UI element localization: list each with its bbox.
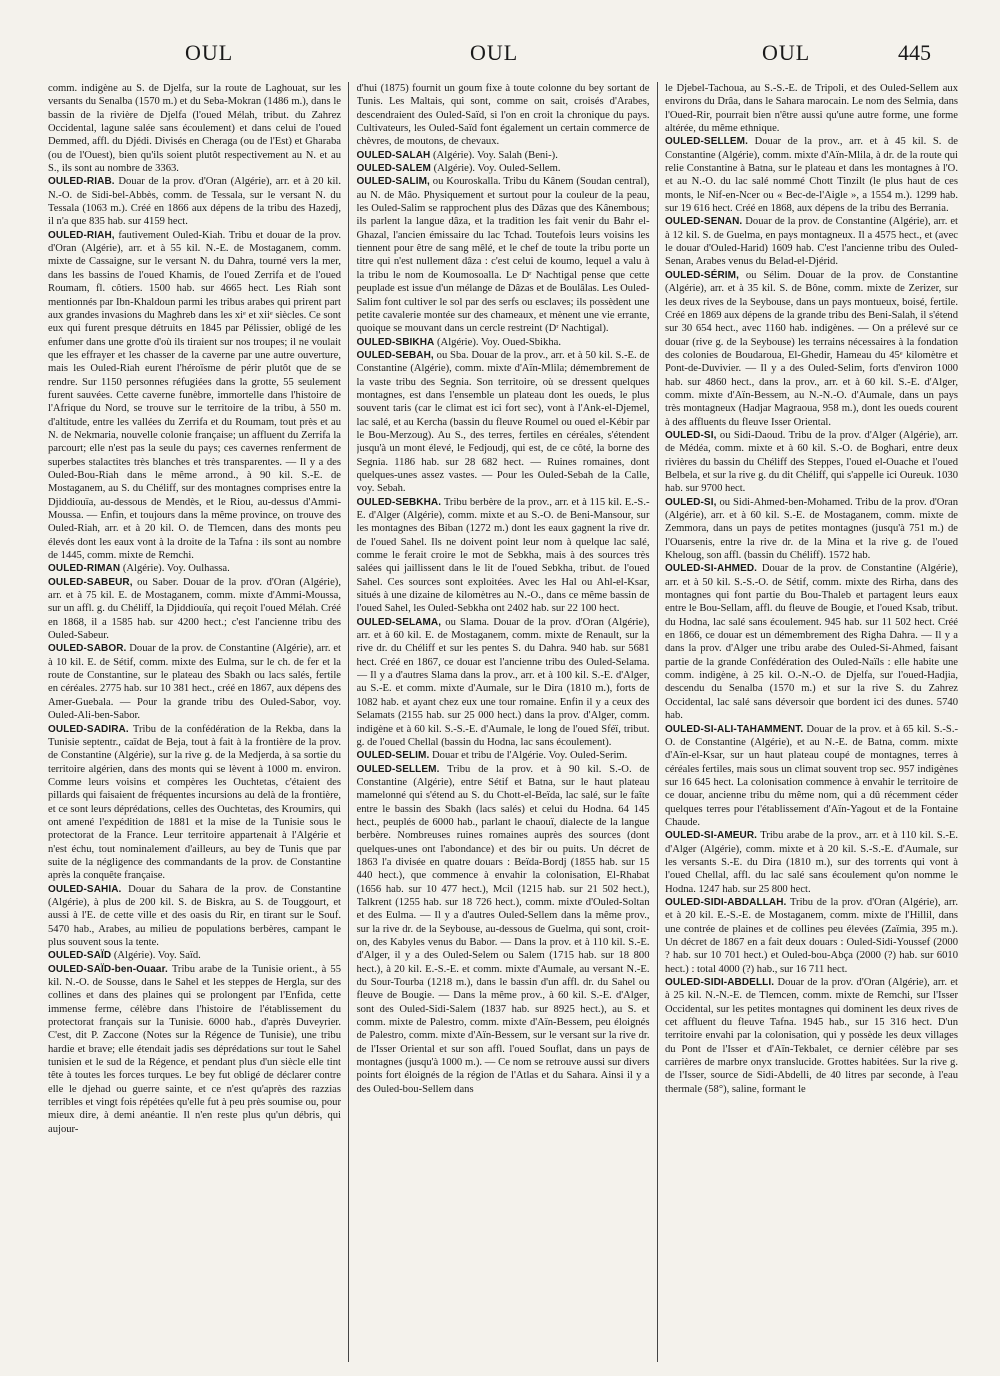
entry-headword: OULED-SEBKHA. <box>356 496 442 508</box>
column-lead: comm. indigène au S. de Djelfa, sur la route de Laghouat, sur les versants du Senalba (1570 m.) et du Seba-Mokran (1486 m.), dans le bassin de la rivière de Djelfa (l'oued Mélah, tribut. du Zahrez Occidental, lagune salée sans écoulement) et dans celui de l'oued Demmed, affl. du Djédi. Divisés en Cheraga (ou de l'Est) et Gharaba (ou de l'Ouest), bien qu'ils soient plutôt respectivement au N. et au S., ils sont au nombre de 3363. <box>48 83 341 175</box>
entry-headword: OULED-RIAH, <box>48 229 115 241</box>
entry-text: Douar du Sahara de la prov. de Constantine (Algérie), à plus de 200 kil. S. de Biskra, au S. de Touggourt, et aussi à l'E. de cette ville et des oasis du Rir, en tirant sur le Souf. 5470 hab., Arabes, au milieu de populations berbères, campant le plus souvent sous la tente. <box>48 883 341 948</box>
entry-text: Douar de la prov. et à 65 kil. S.-S.-O. de Constantine (Algérie), et au N.-E. de Batna, comm. mixte d'Aïn-el-Ksar, sur un haut plateau coupé de montagnes, terres à céréales fertiles, mais sous un climat souvent trop sec. 957 indigènes sur 16 645 hect. La colonisation commence à envahir le territoire de ce douar, ancienne tribu du même nom, qui a dû récemment céder quelques terres pour l'établissement d'Aïn-Yagout et de la Fontaine Chaude. <box>665 723 958 828</box>
entry-text: Tribu arabe de la Tunisie orient., à 55 kil. N.-O. de Sousse, dans le Sahel et les steppes de Hergla, sur des collines et dans des plaines qui se prolongent par l'Enfida, cette immense ferme, célèbre dans l'histoire de l'établissement du protectorat français sur la Tunisie. 6000 hab., d'après Duveyrier. C'est, dit P. Zaccone (Notes sur la Régence de Tunisie), une tribu hardie et brave; elle étendait jadis ses déprédations sur tout le Sahel tunisien et le sud de la Régence, et pendant plus d'un siècle elle tint tête à toutes les forces turques. Le bey fut obligé de déclarer contre elle le djehad ou guerre sainte, et ce n'est qu'après des razzias terribles et vingt fois répétées qu'elle fut à peu près soumise ou, pour mieux dire, à demi anéantie. Il n'en reste plus qu'un débris, qui aujour- <box>48 963 341 1135</box>
entry-headword: OULED-SÉRIM, <box>665 269 739 281</box>
entry-text: Douar de la prov. de Constantine (Algérie), arr. et à 10 kil. E. de Sétif, comm. mixte des Eulma, sur le ch. de fer et la route de Constantine, sur le plateau des Sbakh ou lacs salés, fertile en céréales. 2775 hab. sur 10 381 hect., créé en 1867, aux dépens des Amer-Guebala. — Pour la grande tribu des Ouled-Sabor, voy. Ouled-Ali-ben-Sabor. <box>48 643 341 722</box>
dictionary-entry <box>665 269 958 429</box>
entry-text: (Algérie). Voy. Oued-Sbikha. <box>434 336 561 348</box>
entry-text: ou Slama. Douar de la prov. d'Oran (Algérie), arr. et à 60 kil. E. de Mostaganem, comm. mixte de Renault, sur la rive dr. du Chéliff et sur les pentes S. du Dahra. 940 hab. sur 5681 hect. Créé en 1867, ce douar est l'ancienne tribu des Ouled-Selama. — Il y a d'autres Slama dans la prov., arr. et à 100 kil. S.-E. d'Alger, au S.-E. et comm. mixte d'Aumale, sur le Dira (1810 m.), forts de 1082 hab. et ayant chez eux une tour romaine. Enfin il y a ceux des Selamats (2155 hab. sur 25 000 hect.) dans la prov. d'Alger, comm. indigène et à 60 kil. S.-S.-E. d'Aumale, le long de l'oued Sféï, tribut. g. de l'oued Chellal (bassin du Hodna, lac sans écoulement). <box>356 616 650 748</box>
dictionary-entry <box>665 496 958 563</box>
entry-text: ou Saber. Douar de la prov. d'Oran (Algérie), arr. et à 75 kil. E. de Mostaganem, comm. mixte d'Ammi-Moussa, sur un affl. g. du Chéliff, la Djiddiouïa, qui reçoit l'oued Mélah. Créé en 1868, il a 1585 hab. sur 4200 hect.; c'est l'ancienne tribu des Ouled-Sabeur. <box>48 576 341 642</box>
entry-headword: OULED-SI-AHMED. <box>665 563 758 575</box>
text-columns <box>48 82 958 1362</box>
dictionary-entry <box>665 429 958 496</box>
dictionary-entry <box>357 149 650 162</box>
entry-headword: OULED-SEBAH, <box>356 349 434 361</box>
column-lead: d'hui (1875) fournit un goum fixe à toute colonne du bey sortant de Tunis. Les Maltais, qui sont, comme on sait, croisés d'Arabes, descendraient des Ouled-Saïd, si l'on en croit la chronique du pays. Cultivateurs, les Ouled-Saïd font également un certain commerce de chèvres, de moutons, de chevaux. <box>356 83 650 148</box>
entry-headword: OULED-SABOR. <box>48 643 127 655</box>
dictionary-entry <box>357 349 650 496</box>
dictionary-entry <box>357 336 650 349</box>
dictionary-entry <box>48 229 341 563</box>
dictionary-entry <box>357 616 650 749</box>
dictionary-entry <box>665 976 958 1096</box>
entry-headword: OULED-SALIM, <box>356 176 430 188</box>
column-3 <box>665 82 958 1362</box>
entry-headword: OULED-SELLEM. <box>356 763 440 775</box>
entry-text: Tribu de la confédération de la Rekba, dans la Tunisie septentr., caïdat de Beja, tout à fait à la frontière de la prov. de Constantine (Algérie), sur la rive g. de la Medjerda, à sa sortie du territoire algérien, dans des monts qui se lèvent à 1000 m. environ. Comme leurs voisins et compères les Ouchtetas, c'étaient des pillards qui faisaient de fréquentes incursions au delà de la frontière, et ce sont leurs déprédations, celles des Ouchtetas, des Kroumirs, qui ont amené l'expédition de 1881 et la mise de la Tunisie sous le protectorat de la France. Leur territoire appartenait à l'Algérie et n'est échu, tout nominalement d'ailleurs, au bey de Tunis que par suite de la négligence des commandants de la prov. de Constantine après la conquête française. <box>48 723 341 882</box>
column-1 <box>48 82 341 1362</box>
entry-headword: OULED-SI-ALI-TAHAMMENT. <box>665 723 804 735</box>
dictionary-entry <box>48 963 341 1136</box>
entry-text: (Algérie). Voy. Salah (Beni-). <box>430 149 558 161</box>
dictionary-entry <box>665 896 958 976</box>
dictionary-entry <box>48 949 341 962</box>
entry-headword: OULED-SALAH <box>356 149 431 161</box>
entry-headword: OULED-SAÏD <box>48 950 112 962</box>
dictionary-entry <box>48 723 341 883</box>
dictionary-entry <box>357 749 650 762</box>
dictionary-entry <box>48 576 341 643</box>
entry-headword: OULED-SAHIA. <box>48 883 122 895</box>
entry-headword: OULED-SI-AMEUR. <box>665 830 758 842</box>
dictionary-entry <box>357 162 650 175</box>
running-head-left: OUL <box>185 40 234 65</box>
entry-text: fautivement Ouled-Kiah. Tribu et douar de la prov. d'Oran (Algérie), arr. et à 55 kil. N.-E. de Mostaganem, comm. mixte de Cassaigne, sur le versant N. du Dahra, tourné vers la mer, dans les bassins de l'oued Khamis, de l'oued Zerrifa et de l'oued Roumam, fl. côtiers. 1500 hab. sur 4665 hect. Les Riah sont mentionnés par Ibn-Khaldoun parmi les tribus arabes qui prirent part aux grandes invasions du Maghreb dans les xiᵉ et xiiᵉ siècles. Ce sont eux qui furent presque détruits en 1845 par Pélissier, obligé de les enfumer dans une grotte d'où ils tiraient sur nos troupes; il ne voulait que les effrayer et les chasser de la caverne par une autre ouverture, mais les Ouled-Riah eurent l'héroïsme de périr plutôt que de se rendre. Sur 1150 personnes réfugiées dans la grotte, 55 seulement furent sauvées. Cette caverne funèbre, immortelle dans l'histoire de l'Afrique du Nord, se trouve sur le territoire de la tribu, à 550 m. d'altitude, entre les vallées du Zerrifa et du Roumam, tout près et au N. de Nekmaria, nouvelle colonie française; un affluent du Zerrifa la parcourt; elle n'est pas la seule du pays; ces cavernes renferment de superbes stalactites très blanches et très transparentes. — Il y a des Ouled-Bou-Riah dans le même arrond., à 90 kil. S.-E. de Mostaganem, au S. du Chéliff, sur des montagnes comprises entre la Djiddiouïa, au-dessous de Mendès, et le Riou, au-dessus d'Ammi-Moussa. — Enfin, et toujours dans la même province, on trouve des Ouled-Riah, arr. et à 20 kil. O. de Tlemcen, dans des monts peu élevés dont les eaux vont à la droite de la Tafna : ils sont au nombre de 1445, comm. mixte de Remchi. <box>48 229 341 562</box>
entry-text: Douar de la prov. de Constantine (Algérie), arr. et à 50 kil. S.-S.-O. de Sétif, comm. mixte des Rirha, dans des montagnes qui font partie du Bou-Thaleb et partagent leurs eaux entre le Bou-Sellam, affl. du fleuve de Bougie, et l'oued Ksab, tribut. du Hodna, lac salé sans écoulement. 945 hab. sur 11 502 hect. Créé en 1866, ce douar est un démembrement des Righa Dahra. — Il y a dans la prov. d'Alger une tribu arabe des Ouled-Si-Ahmed, faisant partie de la grande Confédération des Ouled-Naïls : elle habite une comm. indigène, à 25 kil. O.-N.-O. de Djelfa, sur l'oued-Hadjia, descendu du Senalba (1570 m.) et sur la rive S. du Zahrez Occidental, lac salé sans déversoir que bordent ici des dunes. 5740 hab. <box>665 563 958 722</box>
running-head <box>0 40 1000 70</box>
entry-text: ou Sidi-Ahmed-ben-Mohamed. Tribu de la prov. d'Oran (Algérie), arr. et à 60 kil. S.-E. de Mostaganem, comm. mixte de Zemmora, dans un pays de petites montagnes (jusqu'à 751 m.) de l'Ouarsenis, entre la rive dr. de la Mina et la rive g. de l'oued Kheloug, son affl. (bassin du Chéliff). 1572 hab. <box>665 496 958 562</box>
entry-text: ou Kouroskalla. Tribu du Kânem (Soudan central), au N. de Mâo. Physiquement et surtout pour la couleur de la peau, les Ouled-Salim se rapprochent plus des Dâzas que des Kânembous; ils parlent la langue dâza, et la tradition les fait venir du Bahr el-Ghazal, l'ancien émissaire du lac Tchad. Toutefois leurs voisins les tiennent pour être de sang mêlé, et le chef de toute la tribu porte un titre qui n'est nullement dâza : c'est celui de koumo, lequel a valu à la tribu le nom de Koumosoalla. Le Dʳ Nachtigal pense que cette peuplade est issue d'un mélange de Dâzas et de Boulâlas. Les Ouled-Salim font cultiver le sol par des serfs ou esclaves; ils possèdent une petite cavalerie montée sur des chameaux, et mènent une vie errante, quoique se mouvant dans un cercle restreint (Dʳ Nachtigal). <box>356 176 650 335</box>
entry-text: Douar et tribu de l'Algérie. Voy. Ouled-Serim. <box>429 750 628 762</box>
entry-headword: OULED-SELLEM. <box>665 136 748 148</box>
entry-headword: OULED-SADIRA. <box>48 723 129 735</box>
entry-text: Douar de la prov. d'Oran (Algérie), arr. et à 25 kil. N.-N.-E. de Tlemcen, comm. mixte de Remchi, sur l'Isser Occidental, sur les petites montagnes qui dominent les deux rives de cet affluent du fleuve Tafna. 1945 hab., sur 15 316 hect. D'un territoire envahi par la colonisation, qui y possède les deux villages du Pont de l'Isser et d'Aïn-Tekbalet, ce dernier célèbre par ses carrières de marbre onyx translucide. Grottes habitées. Sur la rive g. de l'Isser, source de Sidi-Abdelli, de 40 litres par seconde, à l'eau thermale (58°), saline, formant le <box>665 977 958 1095</box>
entry-text: (Algérie). Voy. Saïd. <box>111 950 201 962</box>
page-number: 445 <box>898 40 931 65</box>
dictionary-entry <box>48 175 341 228</box>
dictionary-entry <box>665 562 958 722</box>
dictionary-entry <box>48 883 341 950</box>
dictionary-entry <box>665 829 958 896</box>
entry-text: (Algérie). Voy. Oulhassa. <box>120 563 230 575</box>
entry-headword: OULED-SELIM. <box>356 750 430 762</box>
entry-text: Tribu de la prov. et à 90 kil. S.-O. de Constantine (Algérie), entre Sétif et Batna, sur le haut plateau mamelonné qui s'étend au S. du Chott-el-Beïda, lac salé, sur le faîte entre le bassin des Sbakh (lacs salés) et celui du Hodna. 64 145 hect., peuplés de 6000 hab., parlant le chaouï, dialecte de la langue berbère. Nombreuses ruines romaines auprès des sources (dont quelques-unes ont l'abondance) et des bir ou puits. Un décret de 1863 l'a divisée en quatre douars : Beïda-Bordj (1855 hab. sur 15 440 hect.), que commence à envahir la colonisation, El-Rhabat (1656 hab. sur 10 477 hect.), Mcil (1215 hab. sur 21 502 hect.), Talkrent (1255 hab. sur 18 726 hect.), comm. mixte d'Ouled-Soltan et des Eulma. — Il y a d'autres Ouled-Sellem dans la même prov., sur la rive dr. de la Seybouse, au-dessous de Guelma, qui sont, croit-on, des Kabyles venus du Babor. — Dans la prov. et à 110 kil. S.-E. d'Alger, il y a des Ouled-Selem ou Salem (1715 hab. sur 18 800 hect.), à 20 kil. E.-S.-E. et comm. mixte d'Aumale, au versant N.-E. du Sour-Tourba (1218 m.), dans le bassin d'un affl. dr. du Sahel ou fleuve de Bougie. — Dans la même prov., à 60 kil. S.-E. d'Alger, sont des Ouled-Sidi-Salem (1837 hab. sur 8925 hect.), au S. et comm. mixte de Palestro, comm. mixte d'Aïn-Bessem, peu éloignés de Palestro, comm. mixte d'Aïn-Bessem, sur le versant sur la rive dr. de l'Isser Oriental et sur son affl. l'oued Souflat, dans un pays de montagnes (jusqu'à 1000 m.). — Ce nom se retrouve aussi sur divers points fort éloignés de la région de l'Atlas et du Sahara. Ainsi il y a des Ouled-bou-Sellem dans <box>356 763 650 1095</box>
entry-text: Tribu de la prov. d'Oran (Algérie), arr. et à 20 kil. E.-S.-E. de Mostaganem, comm. mixte de l'Hillil, dans une contrée de plaines et de collines peu élevées (Zaïmia, 395 m.). Un décret de 1867 en a fait deux douars : Ouled-Sidi-Youssef (2000 ? hab. sur 10 701 hect.) et Ouled-bou-Abça (2000 (?) hab. sur 6010 hect.) : total 4000 (?) hab., sur 16 711 hect. <box>665 896 958 975</box>
entry-headword: OULED-SBIKHA <box>356 336 435 348</box>
entry-headword: OULED-SIDI-ABDALLAH. <box>665 896 787 908</box>
entry-text: ou Sidi-Daoud. Tribu de la prov. d'Alger (Algérie), arr. de Médéa, comm. mixte et à 60 kil. S.-O. de Boghari, entre deux rivières du bassin du Chéliff des Steppes, l'oued el-Ouache et l'oued Belbela, et sur la rive g. du dit Chéliff, qui s'appelle ici Oureuk. 1030 hab. sur 9700 hect. <box>665 429 958 495</box>
column-divider <box>348 82 349 1362</box>
dictionary-entry <box>48 562 341 575</box>
dictionary-entry <box>48 642 341 722</box>
entry-headword: OULED-SALEM <box>356 163 431 175</box>
column-lead: le Djebel-Tachoua, au S.-S.-E. de Tripoli, et des Ouled-Sellem aux environs du Drâa, dans le Sahara marocain. Le nom des Selmia, dans l'Oued-Rir, pourrait bien n'être aussi qu'une autre forme, une forme altérée, du même ethnique. <box>665 83 958 135</box>
entry-headword: OULED-SIDI-ABDELLI. <box>665 977 775 989</box>
entry-text: Tribu berbère de la prov., arr. et à 115 kil. E.-S.-E. d'Alger (Algérie), comm. mixte et au S.-O. de Beni-Mansour, sur les montagnes des Biban (1272 m.) dont les eaux gagnent la rive dr. de l'oued Sahel. Ils ne doivent point leur nom à quelque lac salé, comme le ferait croire le mot de Sebkha, mais à des sources très salées qui jaillissent dans le lit de l'oued Sebkha, tribut. de l'oued Sahel. Ces sources sont exploitées. Avec les Hal ou Ahl-el-Ksar, situés à une dizaine de kilomètres au N.-O., dans ce même bassin de l'oued Sahel, les Ouled-Sebkha ont 2402 hab. sur 22 100 hect. <box>356 496 650 615</box>
entry-text: Douar de la prov. de Constantine (Algérie), arr. et à 12 kil. S. de Guelma, en pays montagneux. Il a 4575 hect., et (avec le douar d'Ouled-Harid) 1609 hab. C'est l'ancienne tribu des Ouled-Senan, Arabes venus du Belad-el-Djérid. <box>665 216 958 268</box>
entry-text: Douar de la prov., arr. et à 45 kil. S. de Constantine (Algérie), comm. mixte d'Aïn-Mlila, à dr. de la route qui relie Constantine à Batna, sur le plateau et dans les montagnes à l'O. et au N.-O. du lac salé nommé Chott Tinzilt (le plus haut de ces monts, le Nif-en-Ncer ou « Bec-de-l'Aigle », a 1554 m.). 1299 hab. sur 19 616 hect. Créé en 1868, aux dépens de la tribu des Berrania. <box>665 136 958 215</box>
entry-text: ou Sba. Douar de la prov., arr. et à 50 kil. S.-E. de Constantine (Algérie), comm. mixte d'Aïn-Mlila; démembrement de la vaste tribu des Segnia. Son territoire, où se dressent quelques montagnes, est dans l'ensemble un plateau dont les oueds, le plus souvent taris (car le climat est ici fort sec), vont à l'Ank-el-Djemel, lac salé, et au Kercha (bassin du fleuve Roumel ou oued el-Kébir par le Bou-Merzoug). Au S., des terres, fertiles en céréales, s'étendent jusqu'à un mont élevé, le Fedjoudj, qui est, de ce côté, la borne des Segnia. 1186 hab. sur 28 682 hect. — Ruines romaines, dont quelques-unes assez vastes. — Pour les Ouled-Sebah de la Calle, voy. Sebah. <box>356 349 650 495</box>
dictionary-entry <box>357 496 650 616</box>
entry-headword: OULED-RIMAN <box>48 563 121 575</box>
entry-headword: OULED-SABEUR, <box>48 576 133 588</box>
running-head-right: OUL <box>762 40 811 65</box>
entry-headword: OULED-SI, <box>665 496 717 508</box>
entry-text: Tribu arabe de la prov., arr. et à 110 kil. S.-E. d'Alger (Algérie), comm. mixte et à 20 kil. S.-S.-E. d'Aumale, sur les versants S.-E. du Dira (1810 m.), sur des torrents qui vont à l'oued Chellal, affl. du lac salé sans écoulement qu'on nomme le Hodna. 1247 hab. sur 25 800 hect. <box>665 830 958 895</box>
entry-headword: OULED-RIAB. <box>48 176 115 188</box>
entry-headword: OULED-SI, <box>665 429 717 441</box>
dictionary-entry <box>665 723 958 830</box>
column-2 <box>357 82 650 1362</box>
dictionary-entry <box>665 215 958 268</box>
entry-text: Douar de la prov. d'Oran (Algérie), arr. et à 20 kil. N.-O. de Sidi-bel-Abbès, comm. de Tessala, sur le versant N. du Tessala (1063 m.). Créé en 1866 aux dépens de la tribu des Hazedj, il n'a que 835 hab. sur 4159 hect. <box>48 176 341 228</box>
dictionary-entry <box>357 763 650 1097</box>
dictionary-entry <box>357 175 650 335</box>
entry-headword: OULED-SAÏD-ben-Ouaar. <box>48 963 168 975</box>
dictionary-entry <box>665 135 958 215</box>
entry-text: (Algérie). Voy. Ouled-Sellem. <box>430 163 561 175</box>
entry-headword: OULED-SELAMA, <box>356 616 442 628</box>
entry-headword: OULED-SENAN. <box>665 216 743 228</box>
running-head-center: OUL <box>470 40 519 65</box>
column-divider <box>657 82 658 1362</box>
entry-text: ou Sélim. Douar de la prov. de Constantine (Algérie), arr. et à 35 kil. S. de Bône, comm. mixte de Zerizer, sur les deux rives de la Seybouse, dans un pays montueux, boisé, fertile. Créé en 1869 aux dépens de la grande tribu des Beni-Salah, il s'étend sur 30 654 hect., avec 1160 hab. indigènes. — On a prélevé sur ce douar (rive g. de la Seybouse) les terrains nécessaires à la fondation des colonies de Boudaroua, El-Ghedir, Hameau du 45ᵉ kilomètre et Pont-de-Duvivier. — Il y a des Ouled-Selim, forts d'environ 1000 hab. sur 4860 hect., dans la prov., arr. et à 60 kil. S.-E. d'Alger, comm. mixte d'Aïn-Bessem, au N.-N.-O. d'Aumale, dans un pays très montagneux (Hadjar Magraoua, 958 m.), dont les oueds courent à des affluents du fleuve Isser Oriental. <box>665 269 958 428</box>
